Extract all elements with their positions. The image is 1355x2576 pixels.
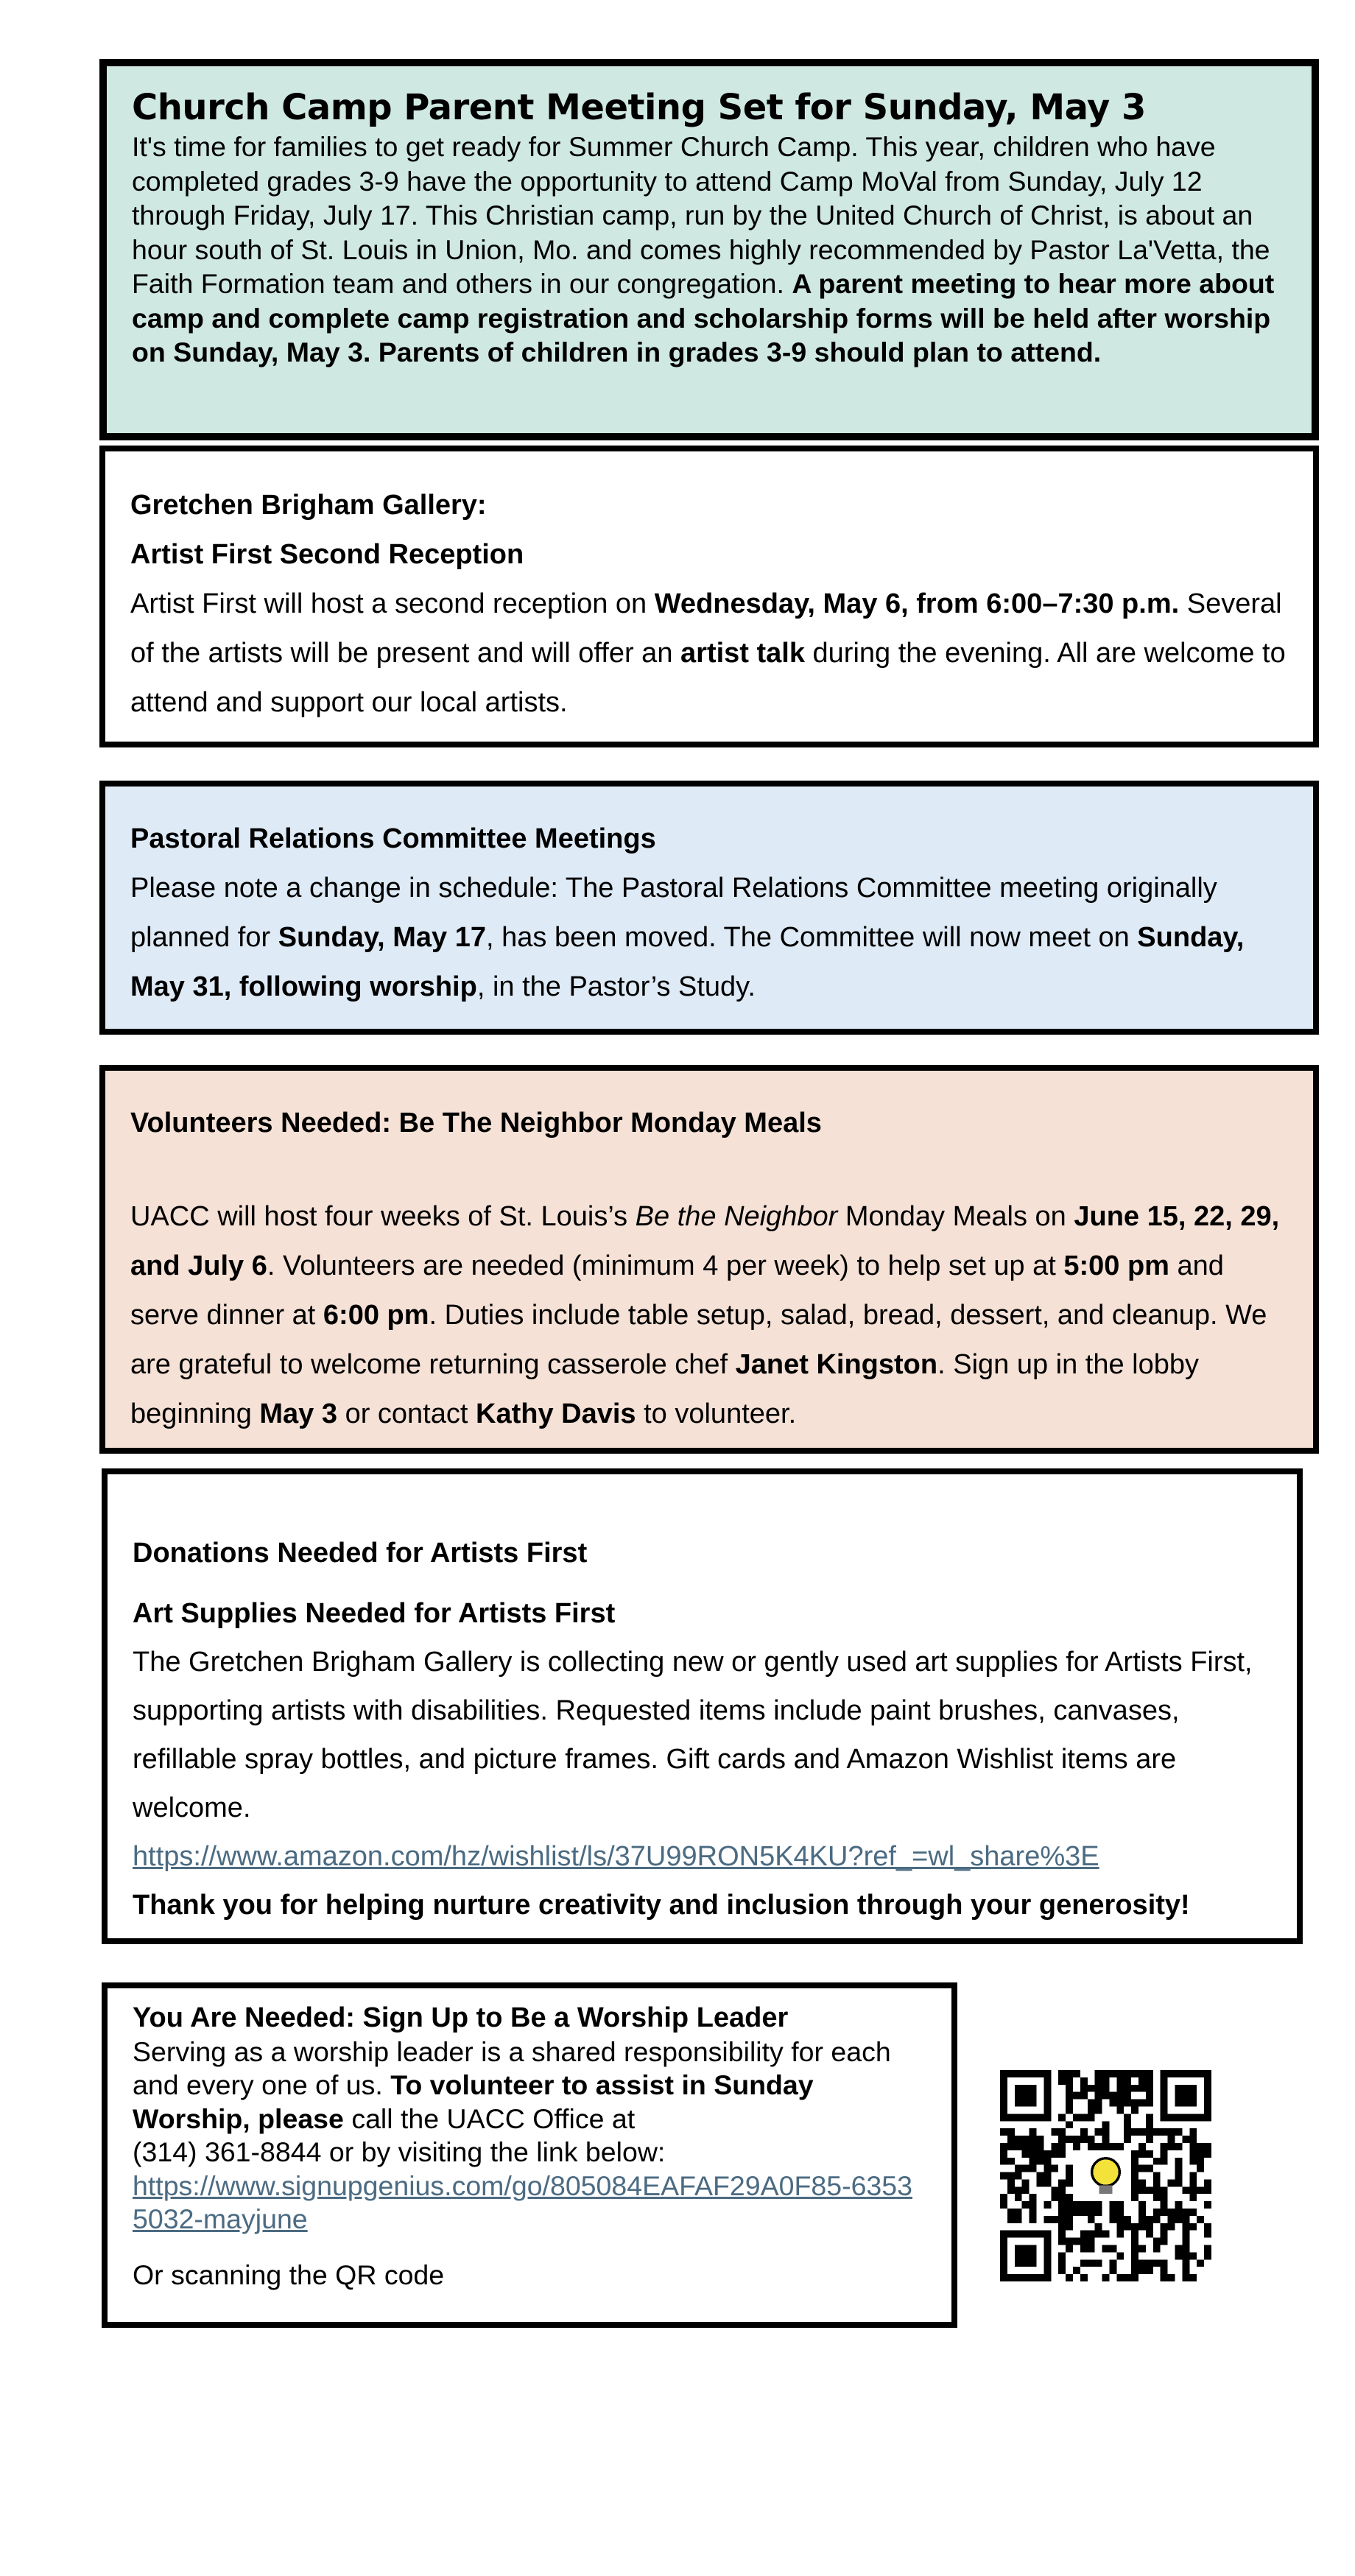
pastoral-heading: Pastoral Relations Committee Meetings	[130, 823, 656, 854]
worship-heading: You Are Needed: Sign Up to Be a Worship Leader	[133, 2002, 789, 2033]
gallery-heading: Gretchen Brigham Gallery:	[130, 490, 487, 521]
donations-heading: Donations Needed for Artists First	[133, 1538, 588, 1569]
pastoral-body: Please note a change in schedule: The Pastoral Relations Committee meeting originally planned for Sunday, May 17, has been moved. The Committee will now meet on Sunday, May 31, following worship, in the Pastor’s Study.	[130, 873, 1245, 1002]
volunteers-heading: Volunteers Needed: Be The Neighbor Monday Meals	[130, 1108, 822, 1139]
donations-body: The Gretchen Brigham Gallery is collecting new or gently used art supplies for Artists First, supporting artists with disabilities. Requested items include paint brushes, canvases, refillable spray bottles, and picture frames. Gift cards and Amazon Wishlist items are welcome.	[133, 1647, 1253, 1823]
pastoral-announcement	[99, 781, 1319, 1035]
camp-title: Church Camp Parent Meeting Set for Sunday, May 3	[132, 87, 1146, 128]
lightbulb-icon	[1084, 2154, 1127, 2197]
camp-body: It's time for families to get ready for Summer Church Camp. This year, children who have completed grades 3-9 have the opportunity to attend Camp MoVal from Sunday, July 12 through Friday, July 17. This Christian camp, run by the United Church of Christ, is about an hour south of St. Louis in Union, Mo. and comes highly recommended by Pastor La'Vetta, the Faith Formation team and others in our congregation. A parent meeting to hear more about camp and complete camp registration and scholarship forms will be held after worship on Sunday, May 3. Parents of children in grades 3-9 should plan to attend.	[132, 131, 1275, 367]
worship-announcement	[102, 1982, 957, 2328]
gallery-announcement	[99, 446, 1319, 747]
donations-thanks: Thank you for helping nurture creativity and inclusion through your generosity!	[133, 1890, 1190, 1921]
volunteers-body: UACC will host four weeks of St. Louis’s Be the Neighbor Monday Meals on June 15, 22, 29, and July 6. Volunteers are needed (minimum 4 per week) to help set up at 5:00 pm and serve dinner at 6:00 pm. Duties include table setup, salad, bread, dessert, and cleanup. We are grateful to welcome returning casserole chef Janet Kingston. Sign up in the lobby beginning May 3 or contact Kathy Davis to volunteer.	[130, 1201, 1280, 1429]
gallery-body: Artist First will host a second reception on Wednesday, May 6, from 6:00–7:30 p.m. Several of the artists will be present and will offer an artist talk during the evening. All are welcome to attend and support our local artists.	[130, 588, 1286, 718]
worship-body: Serving as a worship leader is a shared responsibility for each and every one of us. To volunteer to assist in Sunday Worship, please call the UACC Office at	[133, 2035, 891, 2134]
signupgenius-link[interactable]: https://www.signupgenius.com/go/805084EAFAF29A0F85-63535032-mayjune	[133, 2169, 912, 2234]
camp-meeting-note: A parent meeting to hear more about camp and complete camp registration and scholarship forms will be held after worship on Sunday, May 3. Parents of children in grades 3-9 should plan to attend.	[132, 268, 1275, 367]
worship-phone: (314) 361-8844 or by visiting the link below:	[133, 2136, 666, 2167]
camp-announcement	[99, 59, 1319, 440]
volunteers-announcement	[99, 1065, 1319, 1454]
donations-announcement	[102, 1468, 1303, 1944]
donations-subheading: Art Supplies Needed for Artists First	[133, 1598, 616, 1629]
qr-code-icon[interactable]	[1000, 2070, 1211, 2281]
amazon-wishlist-link[interactable]: https://www.amazon.com/hz/wishlist/ls/37U99RON5K4KU?ref_=wl_share%3E	[133, 1841, 1099, 1872]
qr-note: Or scanning the QR code	[133, 2259, 445, 2290]
gallery-subheading: Artist First Second Reception	[130, 539, 524, 570]
